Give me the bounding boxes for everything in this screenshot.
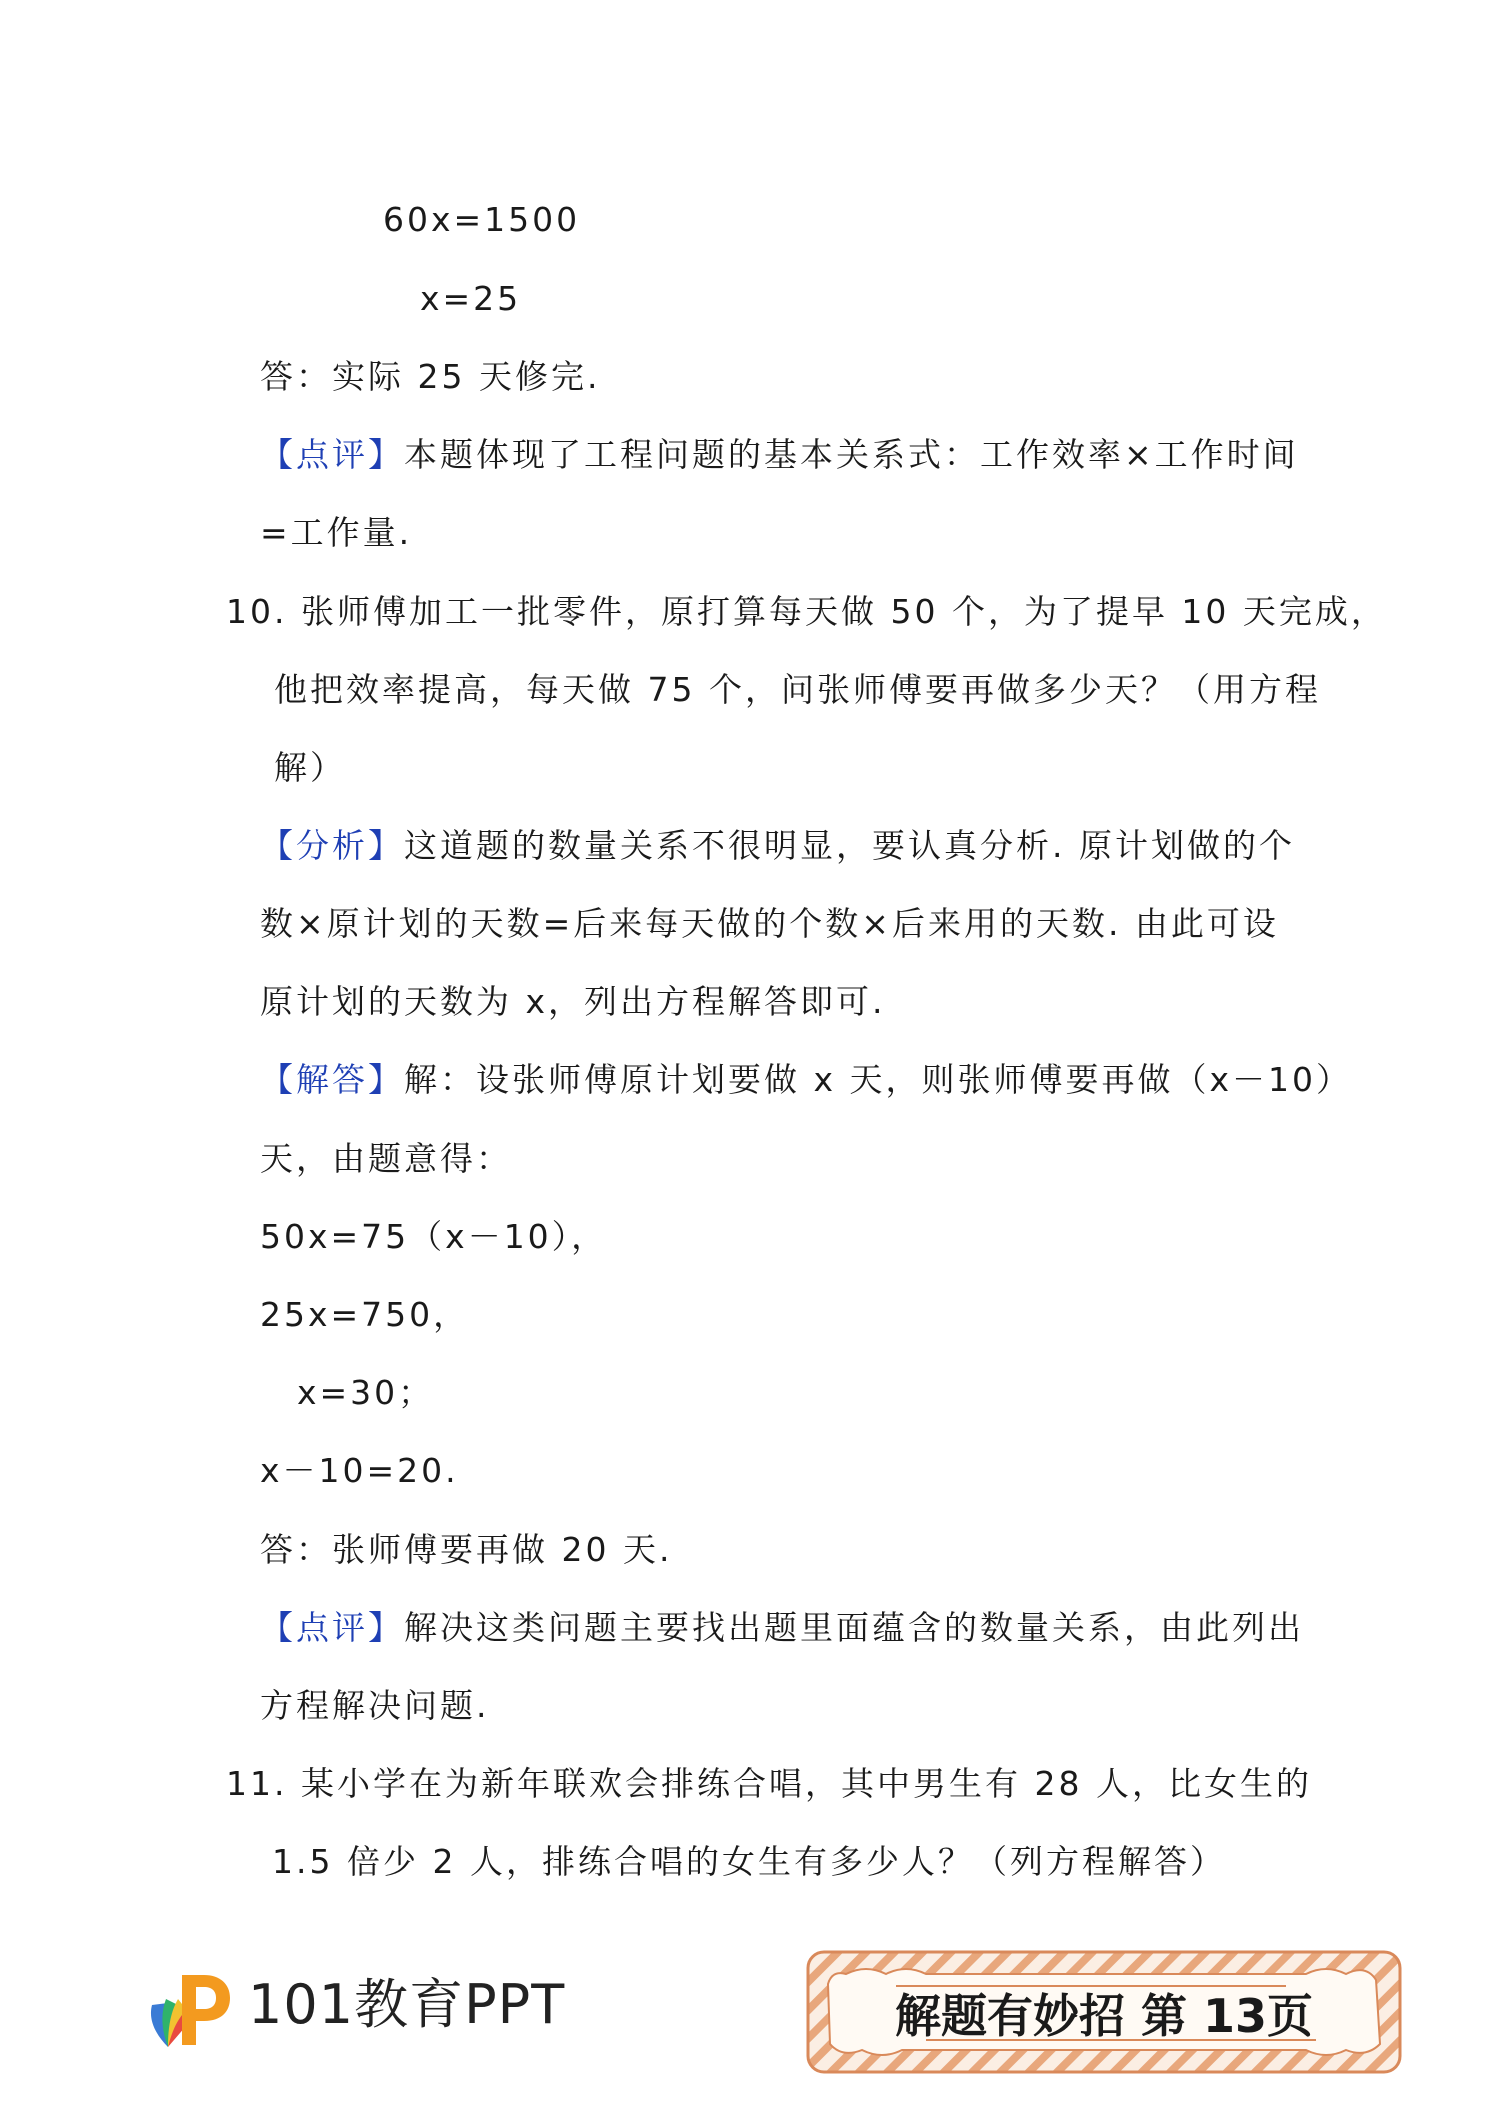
comment-paragraph (260, 1606, 1304, 1650)
equation-line: x－10=20. (260, 1451, 459, 1490)
analysis-paragraph (260, 824, 1295, 868)
comment-text: 本题体现了工程问题的基本关系式：工作效率×工作时间 (404, 435, 1299, 474)
answer-line: 答：实际 25 天修完. (260, 357, 601, 396)
logo-text: 101教育PPT (248, 1973, 566, 2036)
equation-line: x=25 (420, 279, 522, 318)
analysis-text-cont: 数×原计划的天数=后来每天做的个数×后来用的天数. 由此可设 (260, 904, 1279, 943)
equation-line: 25x=750， (260, 1295, 470, 1334)
equation-line: 50x=75（x－10）， (260, 1217, 608, 1256)
equation-line: 60x=1500 (383, 200, 581, 239)
comment-text: 解决这类问题主要找出题里面蕴含的数量关系，由此列出 (404, 1608, 1304, 1647)
solution-paragraph (260, 1058, 1352, 1102)
logo-icon (138, 1965, 238, 2055)
banner-text: 解题有妙招 第 13页 (894, 1989, 1314, 2043)
question-11-line: 11. 某小学在为新年联欢会排练合唱，其中男生有 28 人，比女生的 (226, 1764, 1312, 1803)
question-10-line: 解） (274, 748, 346, 787)
equation-line: x=30； (297, 1373, 435, 1412)
solution-tag: 【解答】 (260, 1060, 404, 1099)
question-10-line: 他把效率提高，每天做 75 个，问张师傅要再做多少天？（用方程 (274, 670, 1321, 709)
comment-text-cont: =工作量. (260, 513, 413, 552)
analysis-text-cont: 原计划的天数为 x，列出方程解答即可. (260, 982, 886, 1021)
question-11-line: 1.5 倍少 2 人，排练合唱的女生有多少人？（列方程解答） (272, 1842, 1226, 1881)
comment-tag: 【点评】 (260, 435, 404, 474)
solution-text: 解：设张师傅原计划要做 x 天，则张师傅要再做（x－10） (404, 1060, 1353, 1099)
analysis-tag: 【分析】 (260, 826, 404, 865)
answer-line: 答：张师傅要再做 20 天. (260, 1530, 673, 1569)
comment-tag: 【点评】 (260, 1608, 404, 1647)
question-10-line: 10. 张师傅加工一批零件，原打算每天做 50 个，为了提早 10 天完成， (226, 592, 1387, 631)
solution-text-cont: 天，由题意得： (260, 1139, 512, 1178)
comment-paragraph (260, 433, 1299, 477)
comment-text-cont: 方程解决问题. (260, 1686, 490, 1725)
analysis-text: 这道题的数量关系不很明显，要认真分析. 原计划做的个 (404, 826, 1295, 865)
